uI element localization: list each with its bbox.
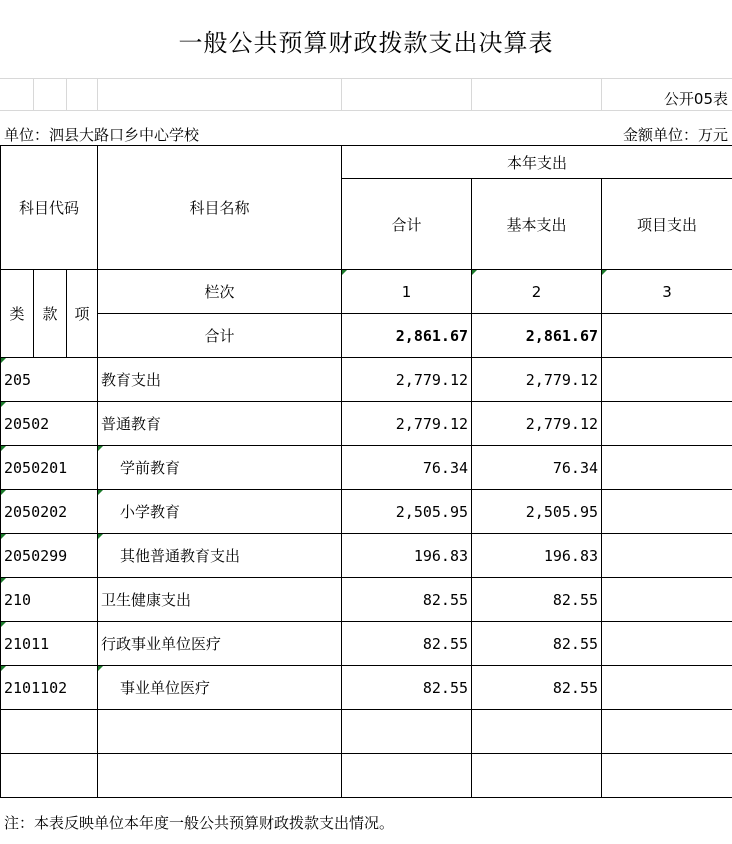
row-code: 20502 — [1, 402, 98, 446]
column-number-1: 1 — [342, 270, 472, 314]
row-project — [602, 402, 732, 446]
row-basic: 82.55 — [472, 578, 602, 622]
row-code: 210 — [1, 578, 98, 622]
header-code: 科目代码 — [1, 146, 98, 270]
footnote: 注：本表反映单位本年度一般公共预算财政拨款支出情况。 — [4, 814, 395, 832]
table-row — [1, 446, 732, 490]
summary-total: 2,861.67 — [342, 314, 472, 358]
page-title: 一般公共预算财政拨款支出决算表 — [178, 28, 554, 57]
header-kuan: 款 — [34, 270, 67, 358]
empty-cell — [98, 754, 342, 798]
empty-cell — [472, 710, 602, 754]
table-row — [1, 578, 732, 622]
row-total: 2,505.95 — [342, 490, 472, 534]
row-basic: 196.83 — [472, 534, 602, 578]
row-project — [602, 358, 732, 402]
empty-cell — [1, 754, 98, 798]
empty-cell — [98, 710, 342, 754]
row-code: 2101102 — [1, 666, 98, 710]
row-total: 82.55 — [342, 622, 472, 666]
summary-project — [602, 314, 732, 358]
row-name: 教育支出 — [98, 358, 342, 402]
table-row — [1, 358, 732, 402]
gridline — [66, 78, 67, 110]
row-project — [602, 578, 732, 622]
table-row — [1, 622, 732, 666]
gridline — [341, 78, 342, 110]
row-code: 2050299 — [1, 534, 98, 578]
gridline — [33, 78, 34, 110]
empty-cell — [1, 710, 98, 754]
table-row — [1, 666, 732, 710]
form-number: 公开05表 — [663, 90, 728, 108]
row-basic: 2,779.12 — [472, 358, 602, 402]
table-row — [1, 490, 732, 534]
row-code: 2050201 — [1, 446, 98, 490]
row-project — [602, 622, 732, 666]
row-name: 普通教育 — [98, 402, 342, 446]
gridline — [97, 78, 98, 110]
expense-table — [0, 145, 732, 798]
empty-row — [1, 710, 732, 754]
row-total: 2,779.12 — [342, 358, 472, 402]
gridline — [601, 78, 602, 110]
row-total: 2,779.12 — [342, 402, 472, 446]
header-name: 科目名称 — [98, 146, 342, 270]
row-name: 行政事业单位医疗 — [98, 622, 342, 666]
empty-cell — [602, 754, 732, 798]
table-row — [1, 534, 732, 578]
empty-row — [1, 754, 732, 798]
row-project — [602, 666, 732, 710]
header-total: 合计 — [342, 179, 472, 270]
row-basic: 82.55 — [472, 622, 602, 666]
gridline — [471, 78, 472, 110]
empty-cell — [472, 754, 602, 798]
summary-basic: 2,861.67 — [472, 314, 602, 358]
row-code: 21011 — [1, 622, 98, 666]
row-code: 205 — [1, 358, 98, 402]
header-xiang: 项 — [67, 270, 98, 358]
row-name: 学前教育 — [98, 446, 342, 490]
gridline — [0, 110, 732, 111]
empty-cell — [342, 754, 472, 798]
row-project — [602, 534, 732, 578]
row-basic: 2,505.95 — [472, 490, 602, 534]
unit-label: 单位：泗县大路口乡中心学校 — [4, 126, 200, 144]
row-total: 82.55 — [342, 666, 472, 710]
header-basic: 基本支出 — [472, 179, 602, 270]
row-basic: 2,779.12 — [472, 402, 602, 446]
empty-cell — [602, 710, 732, 754]
empty-cell — [342, 710, 472, 754]
row-code: 2050202 — [1, 490, 98, 534]
money-unit-label: 金额单位：万元 — [622, 126, 728, 144]
summary-label: 合计 — [98, 314, 342, 358]
column-number-2: 2 — [472, 270, 602, 314]
row-total: 196.83 — [342, 534, 472, 578]
row-basic: 76.34 — [472, 446, 602, 490]
column-number-label: 栏次 — [98, 270, 342, 314]
row-total: 76.34 — [342, 446, 472, 490]
row-name: 卫生健康支出 — [98, 578, 342, 622]
header-project: 项目支出 — [602, 179, 732, 270]
row-name: 事业单位医疗 — [98, 666, 342, 710]
row-project — [602, 490, 732, 534]
table-row — [1, 402, 732, 446]
column-number-3: 3 — [602, 270, 732, 314]
row-name: 其他普通教育支出 — [98, 534, 342, 578]
row-name: 小学教育 — [98, 490, 342, 534]
header-lei: 类 — [1, 270, 34, 358]
row-basic: 82.55 — [472, 666, 602, 710]
row-total: 82.55 — [342, 578, 472, 622]
row-project — [602, 446, 732, 490]
header-year-expense: 本年支出 — [342, 146, 732, 179]
